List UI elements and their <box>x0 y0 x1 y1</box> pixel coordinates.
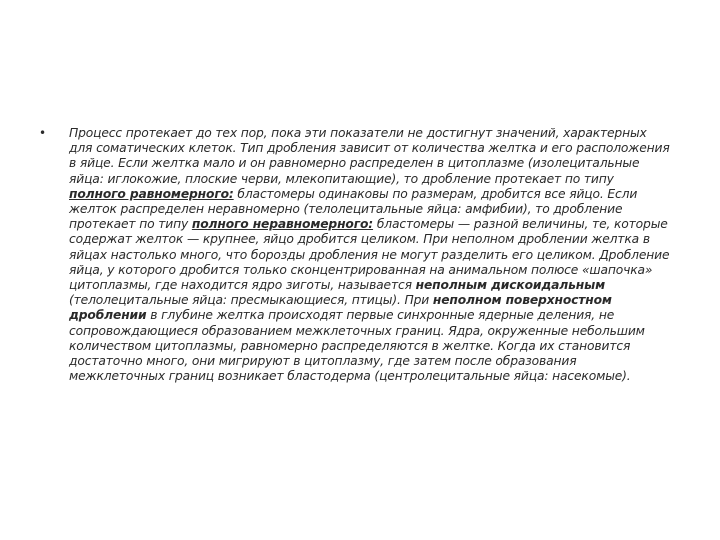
text-run: (телолецитальные яйца: пресмыкающиеся, птицы). При <box>69 293 433 308</box>
term-full-equal-cleavage: полного равномерного: <box>69 186 234 201</box>
bullet-marker: • <box>39 126 47 140</box>
text-run: Процесс протекает до тех пор, пока эти показатели не достигнут значений, характерных для соматических клеток. Тип дробления зависит от количества желтка и его расположения в яйце. Если желтка мало и он равномерно распределен в цитоплазме (изолецитальные яйца: иглокожие, плоские черви, млекопитающие), то дробление протекает по типу <box>69 126 670 186</box>
body-paragraph <box>69 126 673 384</box>
text-run: бластомеры — разной величины, те, которые содержат желток — крупнее, яйцо дробится целиком. При неполном дроблении желтка в яйцах настолько много, что борозды дробления не могут разделить его целиком. Дробление яйца, у которого дробится только сконцентрированная на анимальном полюсе «шапочка» цитоплазмы, где находится ядро зиготы, называется <box>69 217 670 293</box>
term-discoidal-cleavage: неполным дискоидальным <box>415 278 605 293</box>
term-superficial-cleavage: неполном поверхностном дроблении <box>69 293 612 323</box>
term-full-unequal-cleavage: полного неравномерного: <box>191 217 374 232</box>
text-run: в глубине желтка происходят первые синхронные ядерные деления, не сопровождающиеся образованием межклеточных границ. Ядра, окруженные небольшим количеством цитоплазмы, равномерно распределяются в желтке. Когда их становится достаточно много, они мигрируют в цитоплазму, где затем после образования межклеточных границ возникает бластодерма (центролецитальные яйца: насекомые). <box>69 308 645 384</box>
text-run: бластомеры одинаковы по размерам, дробится все яйцо. Если желток распределен неравномерно (телолецитальные яйца: амфибии), то дробление протекает по типу <box>69 186 638 232</box>
